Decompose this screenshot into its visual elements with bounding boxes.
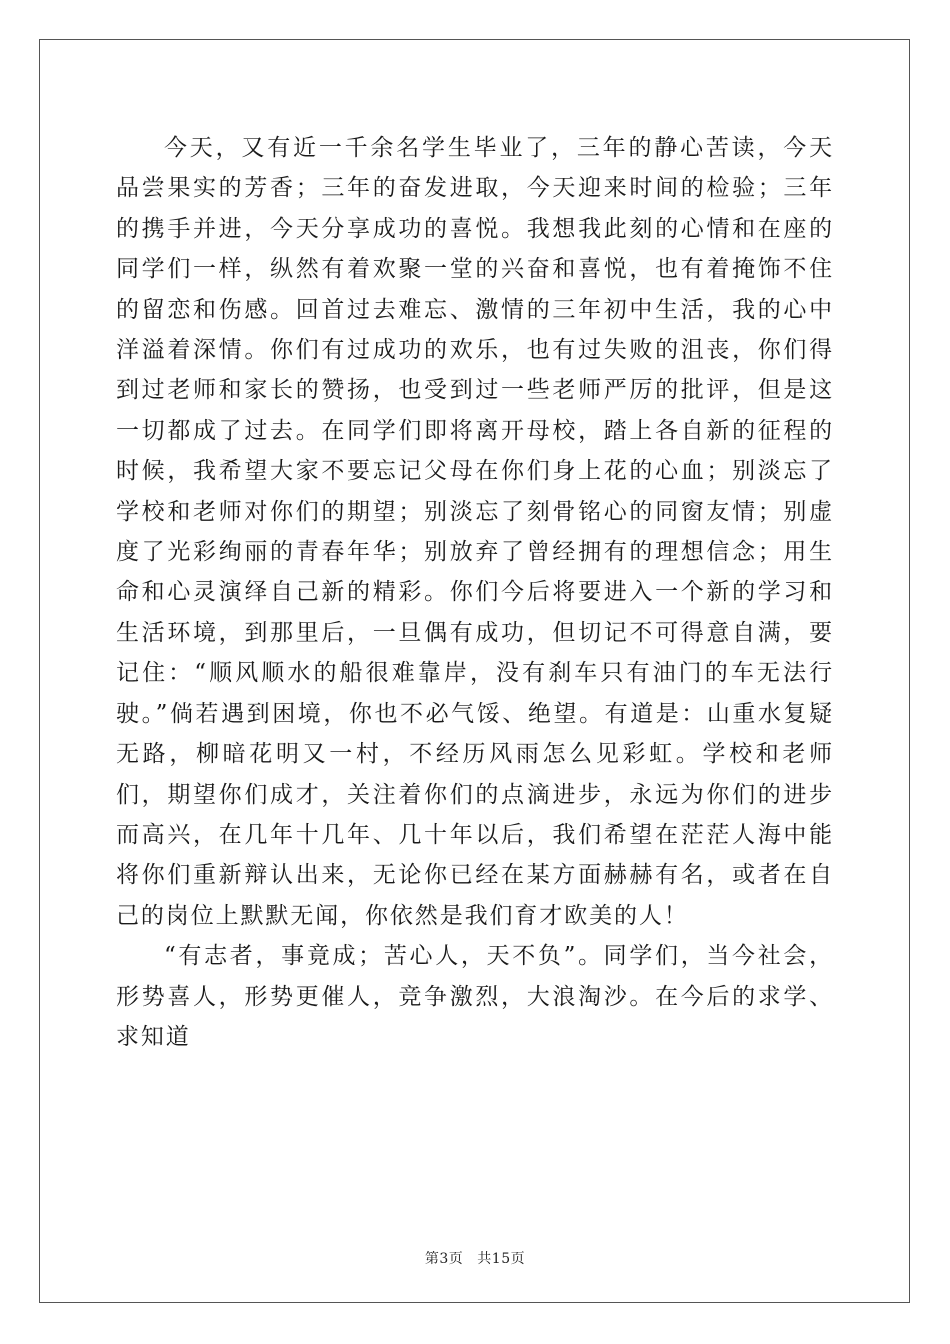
paragraph-1: 今天，又有近一千余名学生毕业了，三年的静心苦读，今天品尝果实的芳香；三年的奋发进取，今天迎来时间的检验；三年的携手并进，今天分享成功的喜悦。我想我此刻的心情和在座的同学们一样，纵然有着欢聚一堂的兴奋和喜悦，也有着掩饰不住的留恋和伤感。回首过去难忘、激情的三年初中生活，我的心中洋溢着深情。你们有过成功的欢乐，也有过失败的沮丧，你们得到过老师和家长的赞扬，也受到过一些老师严厉的批评，但是这一切都成了过去。在同学们即将离开母校，踏上各自新的征程的时候，我希望大家不要忘记父母在你们身上花的心血；别淡忘了学校和老师对你们的期望；别淡忘了刻骨铭心的同窗友情；别虚度了光彩绚丽的青春年华；别放弃了曾经拥有的理想信念；用生命和心灵演绎自己新的精彩。你们今后将要进入一个新的学习和生活环境，到那里后，一旦偶有成功，但切记不可得意自满，要记住：“顺风顺水的船很难靠岸，没有刹车只有油门的车无法行驶。”倘若遇到困境，你也不必气馁、绝望。有道是：山重水复疑无路，柳暗花明又一村，不经历风雨怎么见彩虹。学校和老师们，期望你们成才，关注着你们的点滴进步，永远为你们的进步而高兴，在几年十几年、几十年以后，我们希望在茫茫人海中能将你们重新辩认出来，无论你已经在某方面赫赫有名，或者在自己的岗位上默默无闻，你依然是我们育才欧美的人！ (116, 135, 834, 929)
page-footer (0, 1248, 950, 1268)
page-number: 第3页 (424, 1251, 464, 1267)
document-body (116, 128, 834, 1057)
paragraph-2: “有志者，事竟成；苦心人，天不负”。同学们，当今社会，形势喜人，形势更催人，竞争激烈，大浪淘沙。在今后的求学、求知道 (116, 943, 834, 1050)
page-total: 共15页 (477, 1251, 526, 1267)
